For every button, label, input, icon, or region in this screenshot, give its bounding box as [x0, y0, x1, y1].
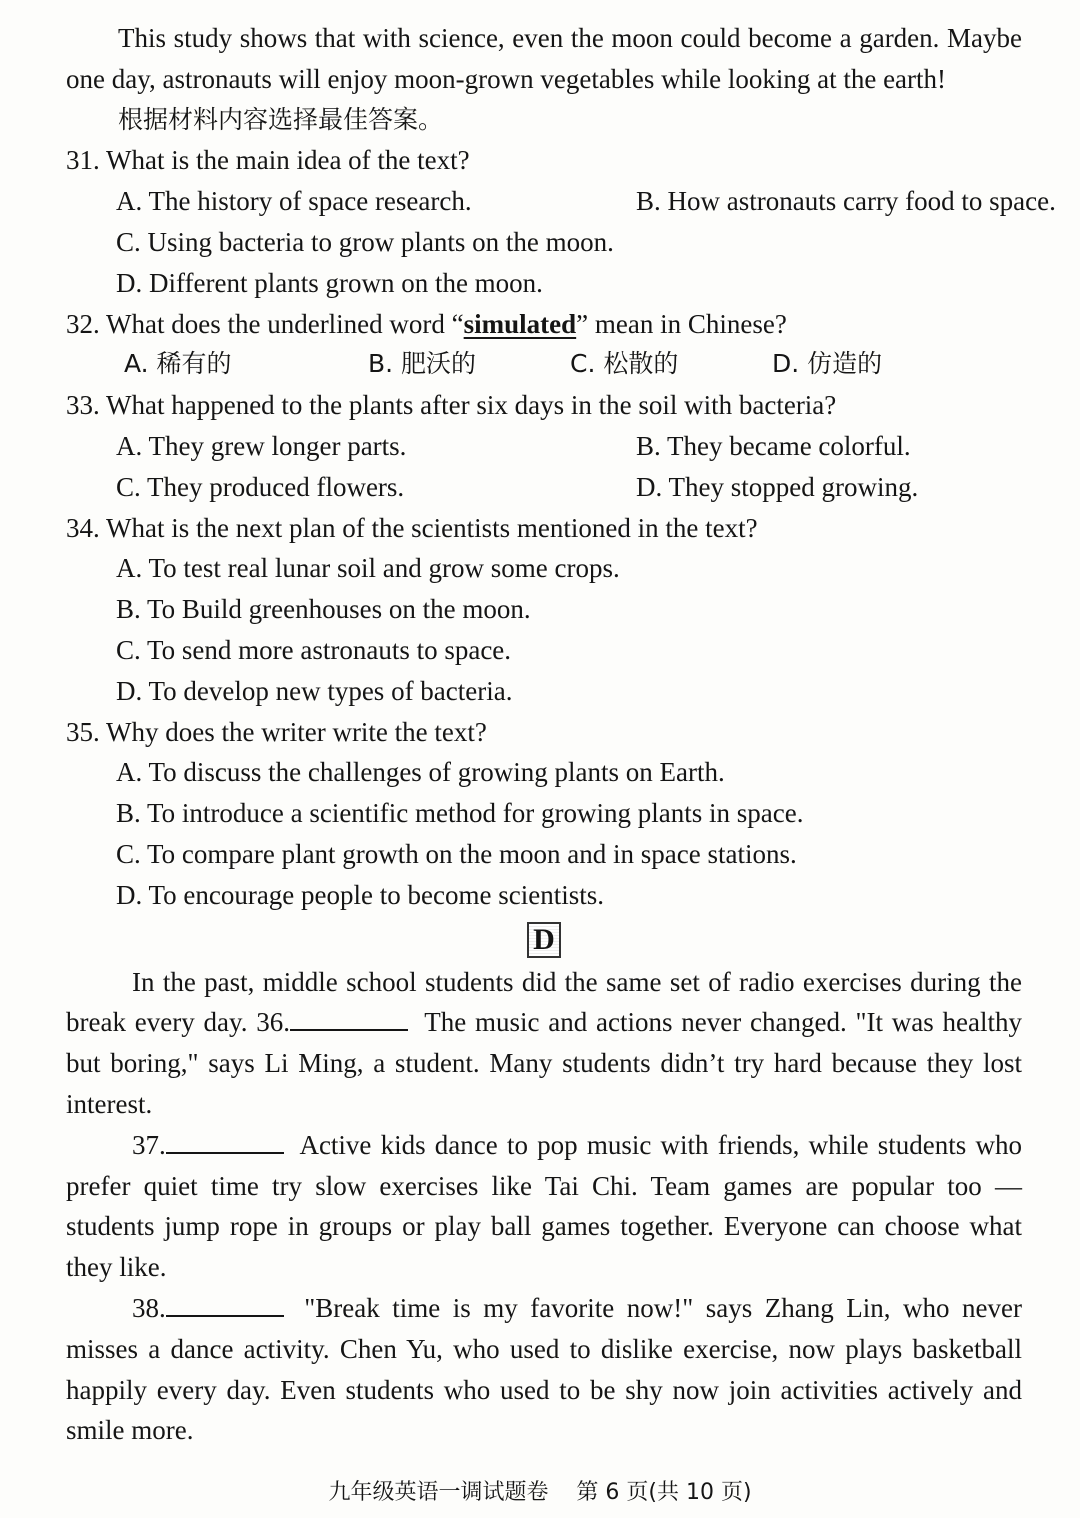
section-d-paragraph-1: [66, 962, 1022, 1125]
question-33-option-b: B. They became colorful.: [636, 430, 911, 461]
question-33: [66, 385, 1022, 507]
question-32-stem-after: ” mean in Chinese?: [576, 308, 787, 339]
section-d-paragraph-2: [66, 1125, 1022, 1288]
question-31-option-d: D. Different plants grown on the moon.: [116, 267, 543, 298]
section-d-paragraph-3: [66, 1288, 1022, 1451]
question-35: [66, 712, 1022, 916]
section-d-label: D: [527, 922, 561, 958]
question-32: [66, 304, 1022, 386]
footer-text: 九年级英语一调试题卷 第 6 页(共 10 页): [328, 1480, 752, 1505]
instruction: 根据材料内容选择最佳答案。: [118, 104, 444, 134]
question-33-option-d: D. They stopped growing.: [636, 471, 919, 502]
question-32-stem-before: 32. What does the underlined word “: [66, 308, 464, 339]
question-34-option-d: D. To develop new types of bacteria.: [116, 675, 513, 706]
paragraph-3-text: "Break time is my favorite now!" says Zhang Lin, who never misses a dance activity. Chen Yu, who used to dislike exercise, now plays basketball happily every day. Even students who used to be shy now join activities actively and smile more.: [66, 1292, 1022, 1446]
question-31-option-a: A. The history of space research.: [116, 186, 472, 217]
question-35-option-b: B. To introduce a scientific method for growing plants in space.: [116, 798, 804, 829]
question-32-option-b: B. 肥沃的: [368, 349, 477, 379]
question-31-option-c: C. Using bacteria to grow plants on the moon.: [116, 226, 614, 257]
question-32-option-a: A. 稀有的: [124, 349, 232, 379]
question-35-stem: 35. Why does the writer write the text?: [66, 716, 487, 747]
question-35-option-c: C. To compare plant growth on the moon and in space stations.: [116, 838, 797, 869]
question-33-option-a: A. They grew longer parts.: [116, 430, 407, 461]
question-34-stem: 34. What is the next plan of the scientists mentioned in the text?: [66, 512, 758, 543]
question-35-option-d: D. To encourage people to become scientists.: [116, 879, 604, 910]
paragraph-1-text-continued: The music and actions never changed. "It was healthy but boring," says Li Ming, a student. Many students didn’t try hard because they lost interest.: [66, 1007, 1022, 1119]
blank-38-number: 38.: [132, 1292, 166, 1323]
question-34-option-c: C. To send more astronauts to space.: [116, 634, 512, 665]
question-34-option-a: A. To test real lunar soil and grow some crops.: [116, 553, 620, 584]
blank-37-number: 37.: [132, 1129, 166, 1160]
question-34-option-b: B. To Build greenhouses on the moon.: [116, 594, 531, 625]
paragraph-2-text: Active kids dance to pop music with friends, while students who prefer quiet time try slow exercises like Tai Chi. Team games are popular too — students jump rope in groups or play ball games together. Everyone can choose what they like.: [66, 1129, 1022, 1283]
paragraph-1-text: In the past, middle school students did the same set of radio exercises during the break every day. 36.: [66, 966, 1022, 1038]
question-33-stem: 33. What happened to the plants after six days in the soil with bacteria?: [66, 390, 837, 421]
blank-38[interactable]: [166, 1289, 284, 1317]
blank-36[interactable]: [290, 1003, 408, 1031]
question-31-stem: 31. What is the main idea of the text?: [66, 145, 470, 176]
question-31: [66, 140, 1056, 303]
question-34: [66, 508, 1022, 712]
question-35-option-a: A. To discuss the challenges of growing plants on Earth.: [116, 757, 725, 788]
section-d-heading: [66, 920, 1022, 962]
passage-c-closing-paragraph: This study shows that with science, even the moon could become a garden. Maybe one day, astronauts will enjoy moon-grown vegetables while looking at the earth!: [66, 23, 1022, 94]
question-32-option-c: C. 松散的: [570, 349, 679, 379]
question-33-option-c: C. They produced flowers.: [116, 471, 405, 502]
question-32-option-d: D. 仿造的: [772, 349, 883, 379]
page-footer: [0, 1478, 1080, 1508]
underlined-word: simulated: [463, 308, 577, 339]
blank-37[interactable]: [166, 1126, 284, 1154]
question-32-stem: [66, 304, 1022, 345]
question-31-option-b: B. How astronauts carry food to space.: [636, 186, 1056, 217]
